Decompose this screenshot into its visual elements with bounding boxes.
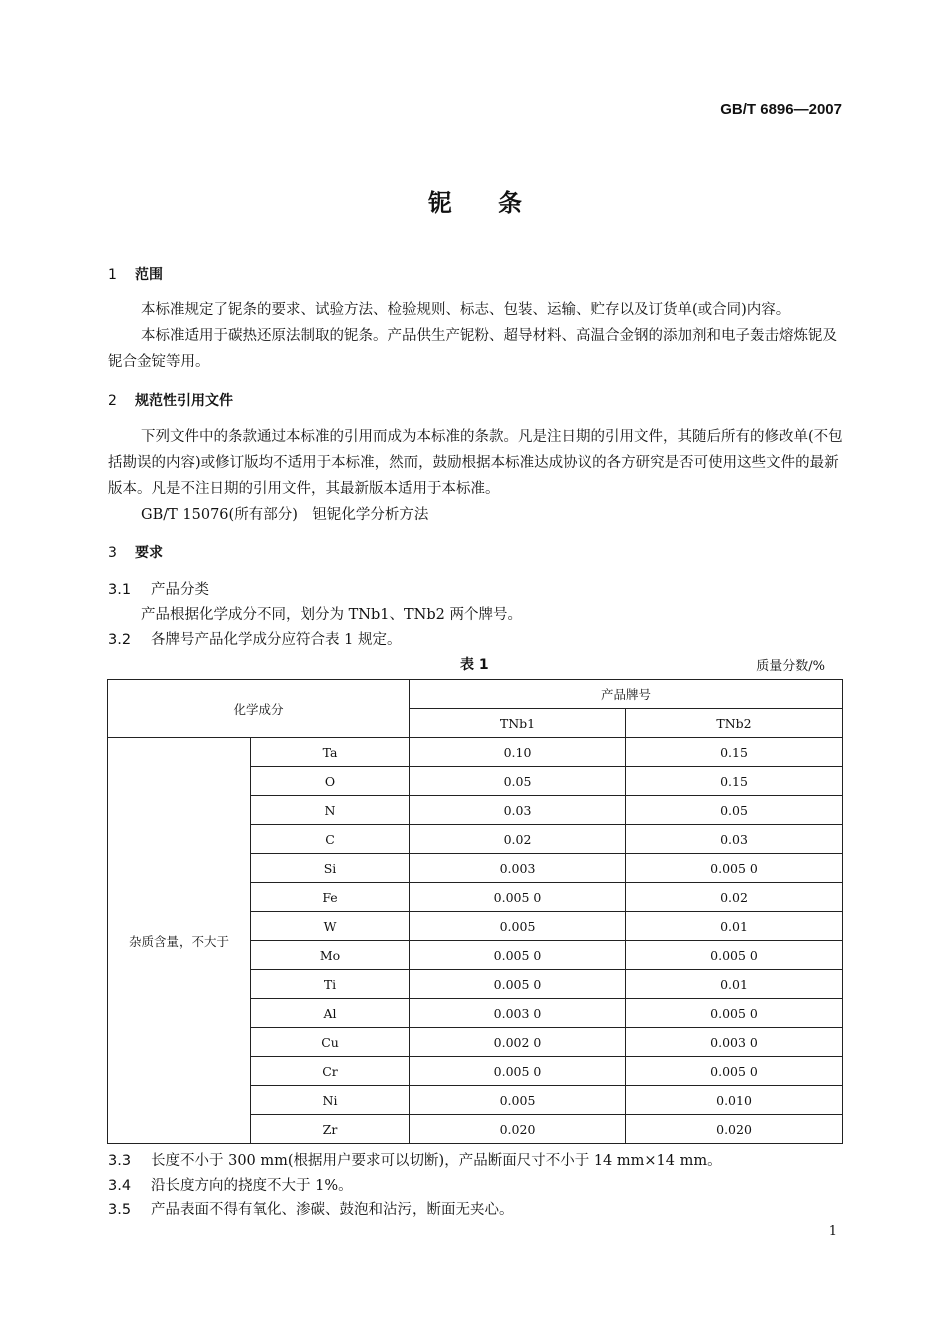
value-cell: 0.005 0 [410,1057,626,1086]
clause-3-5 [108,1198,514,1219]
value-cell: 0.005 0 [410,883,626,912]
value-cell: 0.003 0 [410,999,626,1028]
section-number: 3 [108,545,117,561]
value-cell: 0.05 [626,796,843,825]
element-cell: Cr [251,1057,410,1086]
value-cell: 0.02 [626,883,843,912]
value-cell: 0.002 0 [410,1028,626,1057]
clause-number: 3.4 [108,1178,132,1194]
value-cell: 0.15 [626,738,843,767]
value-cell: 0.005 0 [626,999,843,1028]
clause-text: 产品表面不得有氧化、渗碳、鼓泡和沾污，断面无夹心。 [151,1202,514,1218]
element-cell: O [251,767,410,796]
paragraph: 本标准规定了铌条的要求、试验方法、检验规则、标志、包装、运输、贮存以及订货单(或合同)内容。 [141,302,791,318]
element-cell: Fe [251,883,410,912]
value-cell: 0.01 [626,970,843,999]
value-cell: 0.01 [626,912,843,941]
section-title: 规范性引用文件 [135,393,233,409]
clause-3-1 [108,578,209,599]
value-cell: 0.003 [410,854,626,883]
paragraph: 本标准适用于碳热还原法制取的铌条。产品供生产铌粉、超导材料、高温合金钢的添加剂和电子轰击熔炼铌及铌合金锭等用。 [108,328,837,370]
clause-text: 各牌号产品化学成分应符合表 1 规定。 [151,632,402,648]
table-unit: 质量分数/% [756,659,825,674]
composition-table [107,679,843,1144]
value-cell: 0.005 [410,912,626,941]
paragraph: 下列文件中的条款通过本标准的引用而成为本标准的条款。凡是注日期的引用文件，其随后所有的修改单(不包括勘误的内容)或修订版均不适用于本标准，然而，鼓励根据本标准达成协议的各方研究是否可使用这些文件的最新版本。凡是不注日期的引用文件，其最新版本适用于本标准。 [108,429,843,497]
clause-3-4 [108,1174,353,1195]
clause-number: 3.5 [108,1202,132,1218]
page-title: 铌条 [428,189,568,217]
element-cell: Zr [251,1115,410,1144]
element-cell: Al [251,999,410,1028]
value-cell: 0.005 0 [410,941,626,970]
section-2-heading [108,390,233,410]
standard-code: GB/T 6896—2007 [720,101,842,118]
value-cell: 0.010 [626,1086,843,1115]
section-3-heading [108,542,163,562]
clause-3-3 [108,1149,722,1170]
element-cell: W [251,912,410,941]
value-cell: 0.003 0 [626,1028,843,1057]
clause-3-2 [108,628,401,649]
value-cell: 0.020 [410,1115,626,1144]
element-cell: C [251,825,410,854]
element-cell: Ti [251,970,410,999]
section-title: 要求 [135,545,163,561]
page-number: 1 [828,1224,837,1239]
element-cell: Mo [251,941,410,970]
clause-text: 沿长度方向的挠度不大于 1%。 [151,1178,353,1194]
value-cell: 0.02 [410,825,626,854]
value-cell: 0.005 0 [410,970,626,999]
value-cell: 0.03 [410,796,626,825]
header-component: 化学成分 [108,680,410,738]
paragraph: 产品根据化学成分不同，划分为 TNb1、TNb2 两个牌号。 [141,607,522,623]
element-cell: N [251,796,410,825]
value-cell: 0.005 0 [626,854,843,883]
table-row [108,738,843,767]
value-cell: 0.005 0 [626,1057,843,1086]
value-cell: 0.15 [626,767,843,796]
clause-text: 产品分类 [151,582,209,598]
table-caption: 表 1 [460,657,489,673]
value-cell: 0.020 [626,1115,843,1144]
section-1-heading [108,264,163,284]
reference-item: GB/T 15076(所有部分) 钽铌化学分析方法 [141,507,429,523]
element-cell: Ni [251,1086,410,1115]
value-cell: 0.03 [626,825,843,854]
grade-header-1: TNb1 [410,709,626,738]
clause-number: 3.1 [108,582,132,598]
section-title: 范围 [135,267,163,283]
element-cell: Si [251,854,410,883]
group-label: 杂质含量，不大于 [108,738,251,1144]
section-number: 1 [108,267,117,283]
element-cell: Cu [251,1028,410,1057]
value-cell: 0.005 0 [626,941,843,970]
header-grade: 产品牌号 [410,680,843,709]
value-cell: 0.005 [410,1086,626,1115]
clause-number: 3.2 [108,632,132,648]
element-cell: Ta [251,738,410,767]
grade-header-2: TNb2 [626,709,843,738]
section-number: 2 [108,393,117,409]
clause-text: 长度不小于 300 mm(根据用户要求可以切断)，产品断面尺寸不小于 14 mm×14 mm。 [151,1153,722,1169]
value-cell: 0.10 [410,738,626,767]
value-cell: 0.05 [410,767,626,796]
clause-number: 3.3 [108,1153,132,1169]
